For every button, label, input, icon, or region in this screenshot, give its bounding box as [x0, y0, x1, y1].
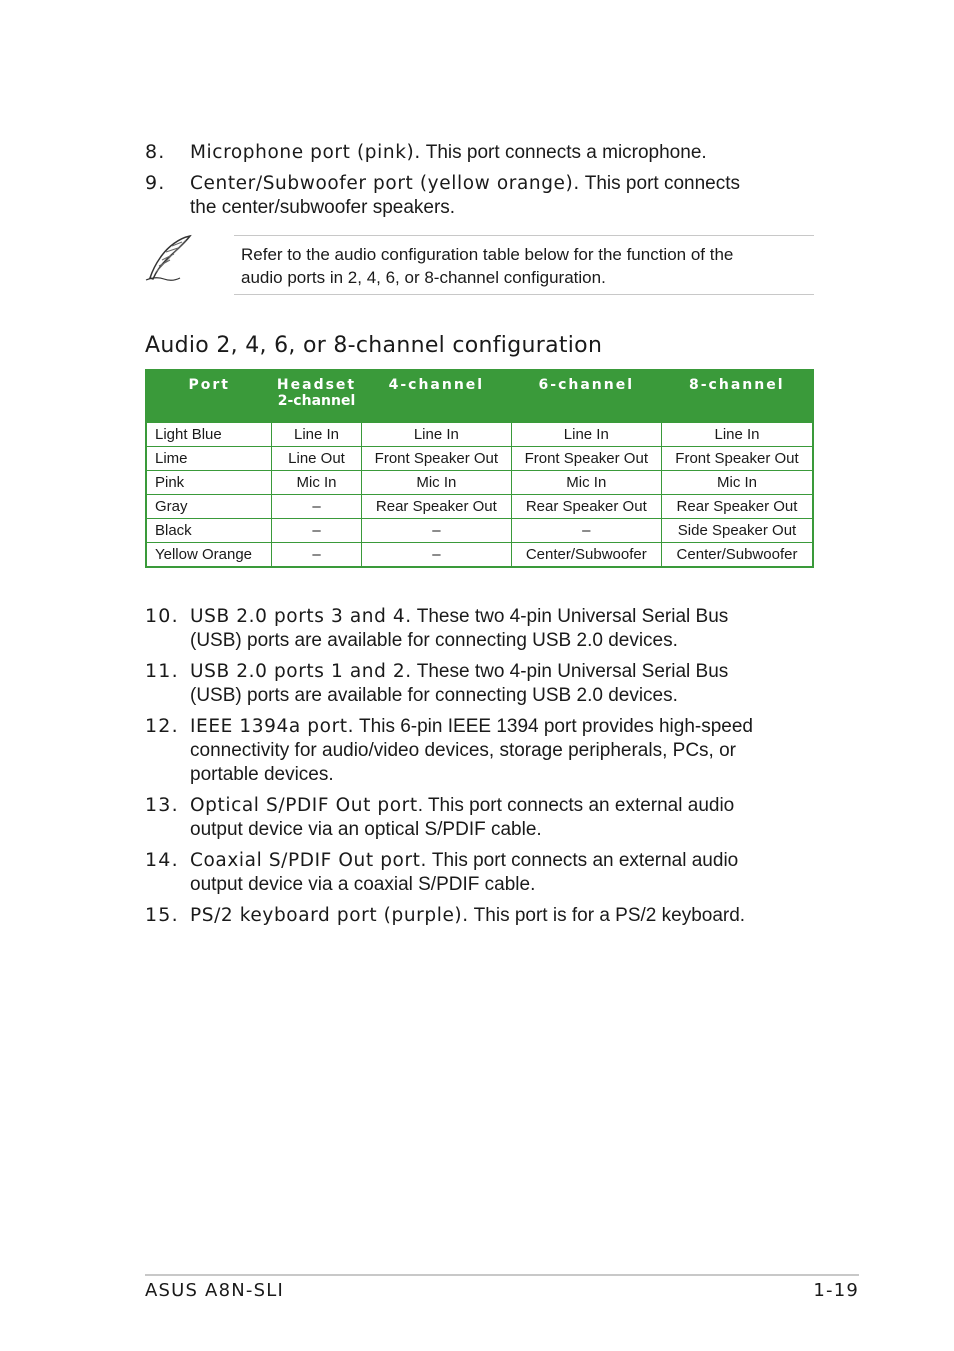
item-continuation: connectivity for audio/video devices, storage peripherals, PCs, or [190, 740, 736, 761]
cell: Mic In [662, 471, 813, 495]
cell: Center/Subwoofer [662, 543, 813, 568]
list-item-10 [145, 604, 825, 653]
cell: Front Speaker Out [511, 447, 661, 471]
header-8-channel: 8-channel [662, 370, 813, 423]
item-number: 13. [145, 794, 179, 816]
section-title: Audio 2, 4, 6, or 8-channel configuration [145, 333, 603, 358]
list-item-14 [145, 848, 825, 897]
item-body: These two 4-pin Universal Serial Bus [411, 606, 729, 627]
item-continuation: (USB) ports are available for connecting USB 2.0 devices. [190, 630, 678, 651]
cell-port: Gray [146, 495, 271, 519]
item-lead: Microphone port (pink). [190, 142, 421, 163]
cell: Line In [511, 423, 661, 447]
item-continuation: output device via a coaxial S/PDIF cable. [190, 874, 536, 895]
cell-port: Yellow Orange [146, 543, 271, 568]
list-item-8 [145, 140, 825, 165]
note-line-1: Refer to the audio configuration table below for the function of the [241, 245, 734, 264]
item-lead: IEEE 1394a port. [190, 716, 355, 737]
cell: – [271, 543, 361, 568]
cell: Line In [662, 423, 813, 447]
cell: Front Speaker Out [362, 447, 511, 471]
item-number: 9. [145, 172, 166, 194]
cell: Front Speaker Out [662, 447, 813, 471]
note-line-2: audio ports in 2, 4, 6, or 8-channel configuration. [241, 268, 606, 287]
header-4-channel: 4-channel [362, 370, 511, 423]
note-box [234, 235, 814, 295]
header-port: Port [146, 370, 271, 423]
cell: – [271, 495, 361, 519]
table-row [146, 447, 813, 471]
footer-page-number: 1-19 [813, 1280, 859, 1301]
table-row [146, 543, 813, 568]
header-6-channel: 6-channel [511, 370, 661, 423]
item-number: 14. [145, 849, 179, 871]
item-continuation: the center/subwoofer speakers. [190, 197, 456, 218]
table-row [146, 471, 813, 495]
list-item-12 [145, 714, 825, 787]
footer-divider [145, 1274, 859, 1276]
cell: – [362, 519, 511, 543]
cell: – [362, 543, 511, 568]
item-continuation: output device via an optical S/PDIF cable. [190, 819, 542, 840]
cell: – [271, 519, 361, 543]
item-number: 10. [145, 605, 179, 627]
cell: – [511, 519, 661, 543]
note-text [241, 243, 801, 289]
footer-product-name: ASUS A8N-SLI [145, 1280, 284, 1301]
item-body: This 6-pin IEEE 1394 port provides high-speed [354, 716, 753, 737]
item-body: This port is for a PS/2 keyboard. [468, 905, 746, 926]
cell-port: Light Blue [146, 423, 271, 447]
header-headset-label: Headset [276, 377, 357, 393]
cell: Mic In [271, 471, 361, 495]
table-row [146, 495, 813, 519]
cell: Rear Speaker Out [362, 495, 511, 519]
cell: Line Out [271, 447, 361, 471]
cell: Rear Speaker Out [511, 495, 661, 519]
item-lead: PS/2 keyboard port (purple). [190, 905, 469, 926]
item-continuation: (USB) ports are available for connecting USB 2.0 devices. [190, 685, 678, 706]
cell-port: Pink [146, 471, 271, 495]
audio-config-table [145, 369, 814, 568]
list-item-11 [145, 659, 825, 708]
cell: Line In [362, 423, 511, 447]
cell: Line In [271, 423, 361, 447]
list-item-9 [145, 171, 825, 220]
item-body: This port connects an external audio [427, 850, 739, 871]
item-lead: Center/Subwoofer port (yellow orange). [190, 173, 580, 194]
feather-note-icon [142, 232, 194, 284]
item-body: . This port connects an external audio [417, 795, 735, 816]
item-number: 15. [145, 904, 179, 926]
item-body: These two 4-pin Universal Serial Bus [411, 661, 729, 682]
item-lead: Optical S/PDIF Out port [190, 795, 418, 816]
cell: Mic In [511, 471, 661, 495]
list-item-13 [145, 793, 825, 842]
cell-port: Black [146, 519, 271, 543]
cell: Side Speaker Out [662, 519, 813, 543]
cell: Mic In [362, 471, 511, 495]
item-body: This port connects a microphone. [420, 142, 707, 163]
item-number: 8. [145, 141, 166, 163]
cell-port: Lime [146, 447, 271, 471]
item-number: 12. [145, 715, 179, 737]
table-row [146, 423, 813, 447]
header-headset [271, 370, 361, 423]
item-number: 11. [145, 660, 179, 682]
list-item-15 [145, 903, 825, 928]
item-lead: USB 2.0 ports 3 and 4. [190, 606, 412, 627]
item-lead: USB 2.0 ports 1 and 2. [190, 661, 412, 682]
cell: Center/Subwoofer [511, 543, 661, 568]
header-headset-sub: 2-channel [277, 393, 356, 409]
table-row [146, 519, 813, 543]
item-lead: Coaxial S/PDIF Out port. [190, 850, 427, 871]
cell: Rear Speaker Out [662, 495, 813, 519]
item-body: This port connects [579, 173, 741, 194]
item-continuation-2: portable devices. [190, 764, 334, 785]
table-header-row [146, 370, 813, 423]
